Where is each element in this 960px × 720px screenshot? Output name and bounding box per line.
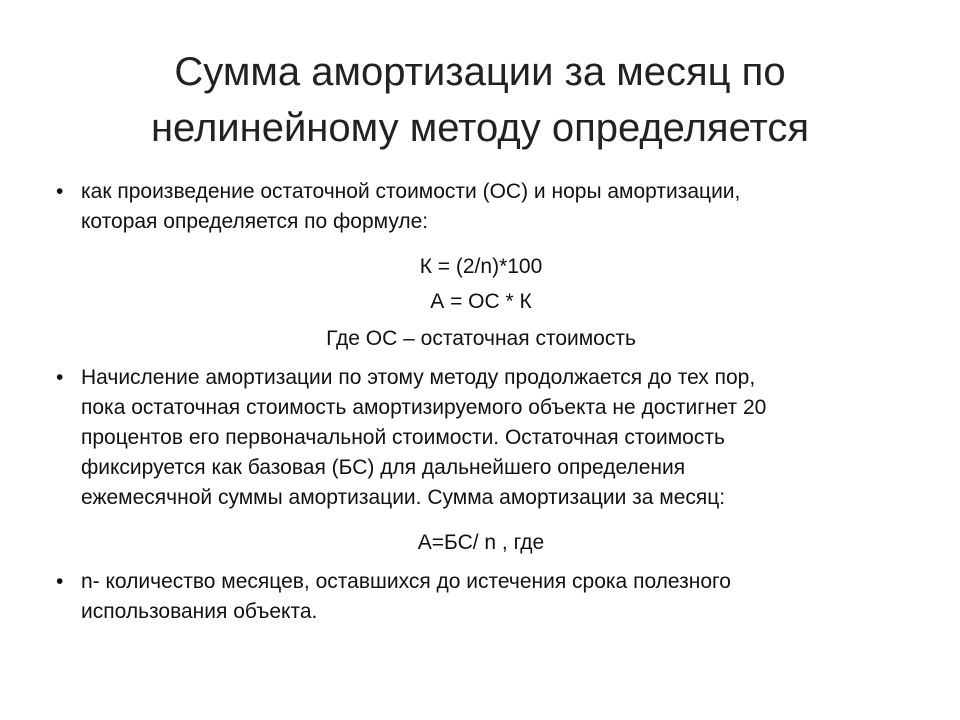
bullet2-line-5: ежемесячной суммы амортизации. Сумма амортизации за месяц: (81, 486, 726, 509)
bullet1-line-2: которая определяется по формуле: (81, 210, 429, 233)
bullet1-line-1: как произведение остаточной стоимости (ОС) и норы амортизации, (81, 180, 741, 203)
bullet3-line-2: использования объекта. (81, 600, 318, 623)
bullet-item-n-definition (56, 567, 906, 627)
formula-a: А = ОС * К (430, 290, 532, 313)
bullet2-line-2: пока остаточная стоимость амортизируемого объекта не достигнет 20 (81, 396, 767, 419)
slide-content (56, 177, 906, 627)
definition-os: Где ОС – остаточная стоимость (326, 327, 636, 350)
bullet-item-product-formula (56, 177, 906, 237)
bullet2-line-4: фиксируется как базовая (БС) для дальнейшего определения (81, 456, 686, 479)
bullet2-line-3: процентов его первоначальной стоимости. Остаточная стоимость (81, 426, 725, 449)
bullet-icon: • (56, 366, 64, 389)
formula-a-bs: А=БС/ n , где (417, 531, 545, 554)
slide-title-line-1: Сумма амортизации за месяц по (174, 50, 786, 94)
bullet3-line-1: n- количество месяцев, оставшихся до истечения срока полезного (81, 570, 731, 593)
slide-title-line-2: нелинейному методу определяется (150, 106, 810, 150)
bullet-item-accrual (56, 363, 906, 513)
slide-title (60, 44, 900, 156)
bullet-icon: • (56, 180, 64, 203)
formula-k: К = (2/n)*100 (419, 255, 543, 278)
bullet2-line-1: Начисление амортизации по этому методу продолжается до тех пор, (81, 366, 756, 389)
bullet-icon: • (56, 570, 64, 593)
